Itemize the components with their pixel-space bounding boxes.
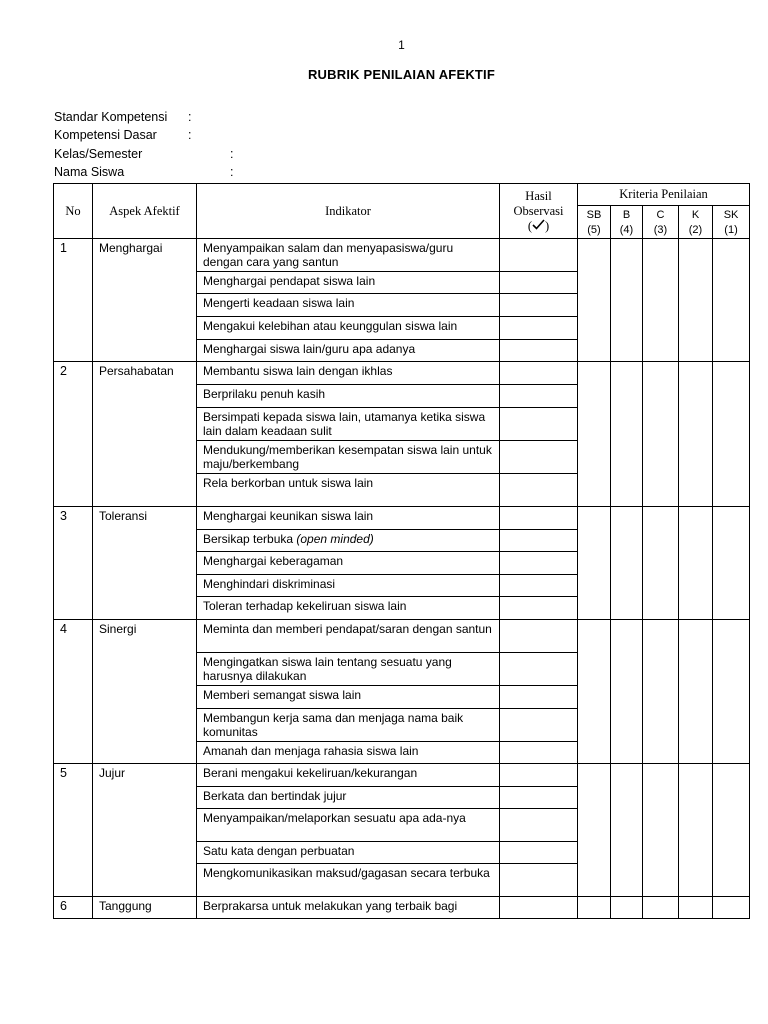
criteria-cell-1[interactable] <box>611 620 643 764</box>
criteria-cell-2[interactable] <box>643 507 679 620</box>
page-title: RUBRIK PENILAIAN AFEKTIF <box>307 67 496 82</box>
table-row <box>54 239 750 272</box>
hasil-observasi-cell[interactable] <box>500 686 578 709</box>
criteria-cell-4[interactable] <box>713 507 750 620</box>
criteria-cell-3[interactable] <box>679 897 713 919</box>
criteria-score: (3) <box>653 224 668 236</box>
header-indikator: Indikator <box>197 184 500 239</box>
row-number: 6 <box>54 897 93 919</box>
criteria-cell-2[interactable] <box>643 362 679 507</box>
criteria-code: SK <box>723 209 739 221</box>
hasil-observasi-cell[interactable] <box>500 653 578 686</box>
row-number: 1 <box>54 239 93 362</box>
meta-nama-siswa <box>54 165 234 179</box>
criteria-score: (4) <box>619 224 634 236</box>
meta-kelas-semester <box>54 147 234 161</box>
meta-label: Kelas/Semester <box>54 147 143 161</box>
criteria-code: C <box>656 209 665 221</box>
hasil-observasi-cell[interactable] <box>500 709 578 742</box>
criteria-k <box>679 206 713 239</box>
hasil-observasi-cell[interactable] <box>500 897 578 919</box>
meta-colon: : <box>188 110 192 124</box>
criteria-b <box>611 206 643 239</box>
criteria-cell-4[interactable] <box>713 620 750 764</box>
indikator-cell: Membantu siswa lain dengan ikhlas <box>197 362 500 385</box>
table-row <box>54 362 750 385</box>
indikator-cell: Mengerti keadaan siswa lain <box>197 294 500 317</box>
criteria-cell-3[interactable] <box>679 362 713 507</box>
meta-standar-kompetensi <box>54 110 192 124</box>
hasil-observasi-cell[interactable] <box>500 552 578 575</box>
header-no: No <box>54 184 93 239</box>
hasil-observasi-cell[interactable] <box>500 408 578 441</box>
hasil-observasi-cell[interactable] <box>500 239 578 272</box>
header-aspek: Aspek Afektif <box>93 184 197 239</box>
indikator-cell: Menghargai keunikan siswa lain <box>197 507 500 530</box>
header-kriteria: Kriteria Penilaian <box>578 184 750 206</box>
criteria-cell-0[interactable] <box>578 239 611 362</box>
indikator-cell: Berprilaku penuh kasih <box>197 385 500 408</box>
indikator-cell: Menghindari diskriminasi <box>197 575 500 597</box>
hasil-observasi-cell[interactable] <box>500 620 578 653</box>
hasil-observasi-cell[interactable] <box>500 441 578 474</box>
row-number: 4 <box>54 620 93 764</box>
hasil-observasi-cell[interactable] <box>500 764 578 787</box>
meta-colon: : <box>188 128 192 142</box>
indikator-cell: Menyampaikan salam dan menyapasiswa/guru dengan cara yang santun <box>197 239 500 272</box>
meta-colon: : <box>230 165 234 179</box>
indikator-cell: Bersimpati kepada siswa lain, utamanya ketika siswa lain dalam keadaan sulit <box>197 408 500 441</box>
page-number: 1 <box>398 38 405 52</box>
indikator-cell: Mengakui kelebihan atau keunggulan siswa lain <box>197 317 500 340</box>
italic-term: (open minded) <box>296 532 374 546</box>
row-number: 2 <box>54 362 93 507</box>
row-number: 3 <box>54 507 93 620</box>
criteria-cell-2[interactable] <box>643 764 679 897</box>
indikator-cell: Mendukung/memberikan kesempatan siswa lain untuk maju/berkembang <box>197 441 500 474</box>
indikator-cell: Toleran terhadap kekeliruan siswa lain <box>197 597 500 620</box>
criteria-sb <box>578 206 611 239</box>
hasil-observasi-cell[interactable] <box>500 385 578 408</box>
criteria-cell-1[interactable] <box>611 897 643 919</box>
paren-close: ) <box>545 218 550 233</box>
criteria-cell-1[interactable] <box>611 507 643 620</box>
hasil-observasi-cell[interactable] <box>500 742 578 764</box>
meta-label: Kompetensi Dasar <box>54 128 157 142</box>
hasil-observasi-cell[interactable] <box>500 474 578 507</box>
hasil-observasi-cell[interactable] <box>500 530 578 552</box>
criteria-score: (1) <box>724 224 738 236</box>
indikator-cell: Meminta dan memberi pendapat/saran dengan santun <box>197 620 500 653</box>
meta-label: Standar Kompetensi <box>54 110 168 124</box>
criteria-score: (2) <box>688 224 703 236</box>
hasil-observasi-cell[interactable] <box>500 809 578 842</box>
aspek-afektif: Tanggung <box>93 897 197 919</box>
criteria-cell-1[interactable] <box>611 362 643 507</box>
hasil-observasi-cell[interactable] <box>500 362 578 385</box>
criteria-cell-2[interactable] <box>643 620 679 764</box>
criteria-cell-3[interactable] <box>679 239 713 362</box>
criteria-cell-1[interactable] <box>611 239 643 362</box>
criteria-cell-4[interactable] <box>713 897 750 919</box>
indikator-cell: Menghargai keberagaman <box>197 552 500 575</box>
criteria-c <box>643 206 679 239</box>
aspek-afektif: Sinergi <box>93 620 197 764</box>
criteria-cell-0[interactable] <box>578 507 611 620</box>
header-hasil-line3 <box>500 219 577 234</box>
indikator-cell: Berkata dan bertindak jujur <box>197 787 500 809</box>
indikator-cell: Menghargai siswa lain/guru apa adanya <box>197 340 500 362</box>
hasil-observasi-cell[interactable] <box>500 787 578 809</box>
criteria-cell-0[interactable] <box>578 764 611 897</box>
indikator-cell: Berprakarsa untuk melakukan yang terbaik bagi <box>197 897 500 919</box>
criteria-sk <box>713 206 750 239</box>
aspek-afektif: Menghargai <box>93 239 197 362</box>
criteria-code: SB <box>586 209 602 221</box>
criteria-cell-3[interactable] <box>679 507 713 620</box>
hasil-observasi-cell[interactable] <box>500 575 578 597</box>
criteria-cell-2[interactable] <box>643 239 679 362</box>
indikator-cell: Bersikap terbuka (open minded) <box>197 530 500 552</box>
aspek-afektif: Persahabatan <box>93 362 197 507</box>
indikator-cell: Mengingatkan siswa lain tentang sesuatu yang harusnya dilakukan <box>197 653 500 686</box>
hasil-observasi-cell[interactable] <box>500 864 578 897</box>
indikator-cell: Memberi semangat siswa lain <box>197 686 500 709</box>
meta-kompetensi-dasar <box>54 128 192 142</box>
indikator-cell: Berani mengakui kekeliruan/kekurangan <box>197 764 500 787</box>
criteria-code: K <box>691 209 700 221</box>
indikator-cell: Mengkomunikasikan maksud/gagasan secara terbuka <box>197 864 500 897</box>
hasil-observasi-cell[interactable] <box>500 317 578 340</box>
criteria-score: (5) <box>587 224 601 236</box>
header-hasil-line1: Hasil <box>525 188 552 203</box>
indikator-cell: Amanah dan menjaga rahasia siswa lain <box>197 742 500 764</box>
header-hasil-observasi <box>500 184 578 239</box>
indikator-cell: Menyampaikan/melaporkan sesuatu apa ada-nya <box>197 809 500 842</box>
indikator-cell: Menghargai pendapat siswa lain <box>197 272 500 294</box>
criteria-cell-0[interactable] <box>578 897 611 919</box>
meta-colon: : <box>230 147 234 161</box>
criteria-cell-4[interactable] <box>713 764 750 897</box>
row-number: 5 <box>54 764 93 897</box>
criteria-cell-0[interactable] <box>578 620 611 764</box>
indikator-cell: Membangun kerja sama dan menjaga nama baik komunitas <box>197 709 500 742</box>
hasil-observasi-cell[interactable] <box>500 294 578 317</box>
table-row <box>54 897 750 919</box>
criteria-cell-3[interactable] <box>679 764 713 897</box>
indikator-cell: Rela berkorban untuk siswa lain <box>197 474 500 507</box>
rubric-body <box>54 239 750 919</box>
table-row <box>54 620 750 653</box>
criteria-code: B <box>622 209 631 221</box>
aspek-afektif: Jujur <box>93 764 197 897</box>
header-hasil-line2: Observasi <box>513 203 564 218</box>
hasil-observasi-cell[interactable] <box>500 340 578 362</box>
table-row <box>54 764 750 787</box>
hasil-observasi-cell[interactable] <box>500 272 578 294</box>
criteria-cell-4[interactable] <box>713 239 750 362</box>
rubric-table <box>53 183 750 919</box>
criteria-cell-1[interactable] <box>611 764 643 897</box>
indikator-cell: Satu kata dengan perbuatan <box>197 842 500 864</box>
criteria-cell-4[interactable] <box>713 362 750 507</box>
hasil-observasi-cell[interactable] <box>500 842 578 864</box>
criteria-cell-2[interactable] <box>643 897 679 919</box>
table-row <box>54 507 750 530</box>
check-icon <box>532 219 545 230</box>
hasil-observasi-cell[interactable] <box>500 597 578 620</box>
meta-label: Nama Siswa <box>54 165 125 179</box>
hasil-observasi-cell[interactable] <box>500 507 578 530</box>
aspek-afektif: Toleransi <box>93 507 197 620</box>
paren-open: ( <box>527 218 532 233</box>
criteria-cell-0[interactable] <box>578 362 611 507</box>
criteria-cell-3[interactable] <box>679 620 713 764</box>
